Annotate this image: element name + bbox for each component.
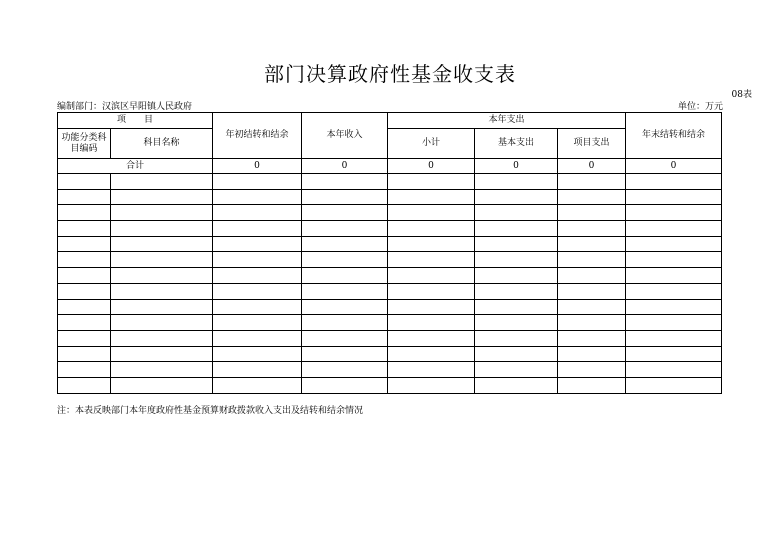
table-cell	[388, 189, 475, 205]
total-income: 0	[302, 159, 388, 174]
total-end-balance: 0	[626, 159, 722, 174]
table-cell	[626, 221, 722, 237]
table-row	[58, 315, 722, 331]
table-cell	[213, 315, 302, 331]
header-item: 项 目	[58, 113, 213, 129]
table-cell	[58, 299, 111, 315]
table-cell	[558, 362, 626, 378]
table-cell	[626, 330, 722, 346]
table-row	[58, 221, 722, 237]
table-cell	[558, 221, 626, 237]
table-cell	[213, 236, 302, 252]
header-project: 项目支出	[558, 129, 626, 159]
table-cell	[388, 315, 475, 331]
table-cell	[302, 283, 388, 299]
table-cell	[475, 330, 558, 346]
table-cell	[626, 189, 722, 205]
table-cell	[626, 299, 722, 315]
table-cell	[58, 362, 111, 378]
table-cell	[111, 330, 213, 346]
table-cell	[388, 174, 475, 190]
table-cell	[111, 221, 213, 237]
table-cell	[558, 236, 626, 252]
footnote: 注：本表反映部门本年度政府性基金预算财政拨款收入支出及结转和结余情况	[57, 406, 364, 416]
table-cell	[302, 189, 388, 205]
table-cell	[302, 252, 388, 268]
table-cell	[111, 299, 213, 315]
table-cell	[626, 346, 722, 362]
unit-label: 单位：万元	[677, 102, 723, 112]
table-cell	[475, 221, 558, 237]
table-cell	[302, 362, 388, 378]
table-cell	[388, 330, 475, 346]
table-cell	[213, 362, 302, 378]
table-cell	[626, 315, 722, 331]
table-cell	[302, 315, 388, 331]
table-row	[58, 283, 722, 299]
header-code: 功能分类科目编码	[58, 129, 111, 159]
table-cell	[626, 377, 722, 393]
total-label: 合计	[58, 159, 213, 174]
table-cell	[213, 174, 302, 190]
table-cell	[626, 283, 722, 299]
table-cell	[388, 205, 475, 221]
table-cell	[558, 315, 626, 331]
page-title: 部门决算政府性基金收支表	[264, 62, 516, 86]
table-cell	[58, 330, 111, 346]
table-cell	[213, 189, 302, 205]
table-cell	[475, 236, 558, 252]
table-cell	[111, 205, 213, 221]
table-cell	[213, 205, 302, 221]
fund-table	[57, 112, 722, 394]
table-cell	[558, 205, 626, 221]
table-row	[58, 236, 722, 252]
table-cell	[302, 205, 388, 221]
table-cell	[213, 221, 302, 237]
table-cell	[58, 236, 111, 252]
table-cell	[302, 174, 388, 190]
table-cell	[558, 346, 626, 362]
table-cell	[111, 236, 213, 252]
table-cell	[558, 330, 626, 346]
header-expense: 本年支出	[388, 113, 626, 129]
table-cell	[626, 268, 722, 284]
total-subtotal: 0	[388, 159, 475, 174]
table-cell	[111, 189, 213, 205]
department-label: 编制部门：汉滨区早阳镇人民政府	[57, 102, 193, 112]
table-cell	[213, 283, 302, 299]
form-number: 08表	[731, 90, 752, 100]
table-cell	[475, 174, 558, 190]
header-row-2	[58, 129, 722, 159]
table-cell	[302, 268, 388, 284]
table-cell	[58, 221, 111, 237]
table-cell	[213, 299, 302, 315]
table-cell	[58, 189, 111, 205]
table-cell	[626, 205, 722, 221]
table-cell	[302, 236, 388, 252]
table-cell	[302, 346, 388, 362]
table-cell	[388, 299, 475, 315]
table-cell	[111, 315, 213, 331]
table-cell	[558, 252, 626, 268]
table-cell	[111, 362, 213, 378]
table-cell	[213, 330, 302, 346]
header-subtotal: 小计	[388, 129, 475, 159]
table-cell	[111, 174, 213, 190]
table-cell	[475, 189, 558, 205]
table-cell	[111, 377, 213, 393]
table-cell	[388, 362, 475, 378]
table-cell	[475, 299, 558, 315]
total-begin-balance: 0	[213, 159, 302, 174]
table-cell	[475, 362, 558, 378]
table-cell	[558, 174, 626, 190]
table-cell	[388, 283, 475, 299]
table-cell	[388, 236, 475, 252]
total-project: 0	[558, 159, 626, 174]
table-row	[58, 174, 722, 190]
table-row	[58, 189, 722, 205]
table-cell	[58, 283, 111, 299]
header-name: 科目名称	[111, 129, 213, 159]
table-cell	[475, 377, 558, 393]
table-cell	[475, 283, 558, 299]
header-begin-balance: 年初结转和结余	[213, 113, 302, 159]
table-row	[58, 299, 722, 315]
table-cell	[302, 221, 388, 237]
table-row	[58, 346, 722, 362]
table-cell	[475, 205, 558, 221]
table-cell	[626, 252, 722, 268]
table-cell	[111, 268, 213, 284]
table-cell	[58, 315, 111, 331]
table-cell	[626, 174, 722, 190]
table-cell	[558, 268, 626, 284]
table-cell	[626, 362, 722, 378]
table-cell	[302, 299, 388, 315]
table-cell	[213, 346, 302, 362]
table-cell	[58, 377, 111, 393]
table-cell	[475, 315, 558, 331]
table-cell	[302, 330, 388, 346]
table-cell	[213, 268, 302, 284]
table-cell	[558, 299, 626, 315]
table-cell	[213, 252, 302, 268]
table-cell	[475, 252, 558, 268]
header-income: 本年收入	[302, 113, 388, 159]
table-row	[58, 377, 722, 393]
header-end-balance: 年末结转和结余	[626, 113, 722, 159]
table-cell	[626, 236, 722, 252]
table-cell	[388, 268, 475, 284]
table-cell	[58, 268, 111, 284]
table-cell	[58, 174, 111, 190]
table-row	[58, 268, 722, 284]
table-cell	[111, 252, 213, 268]
table-cell	[388, 252, 475, 268]
table-row	[58, 362, 722, 378]
table-cell	[388, 346, 475, 362]
table-cell	[111, 346, 213, 362]
header-basic: 基本支出	[475, 129, 558, 159]
header-row-1	[58, 113, 722, 129]
table-cell	[213, 377, 302, 393]
table-cell	[58, 252, 111, 268]
table-cell	[111, 283, 213, 299]
table-cell	[58, 205, 111, 221]
table-cell	[558, 283, 626, 299]
table-row	[58, 330, 722, 346]
table-cell	[558, 377, 626, 393]
table-cell	[475, 268, 558, 284]
table-cell	[388, 377, 475, 393]
table-cell	[58, 346, 111, 362]
table-cell	[388, 221, 475, 237]
table-row	[58, 252, 722, 268]
table-cell	[302, 377, 388, 393]
total-row	[58, 159, 722, 174]
table-cell	[558, 189, 626, 205]
table-row	[58, 205, 722, 221]
total-basic: 0	[475, 159, 558, 174]
table-cell	[475, 346, 558, 362]
